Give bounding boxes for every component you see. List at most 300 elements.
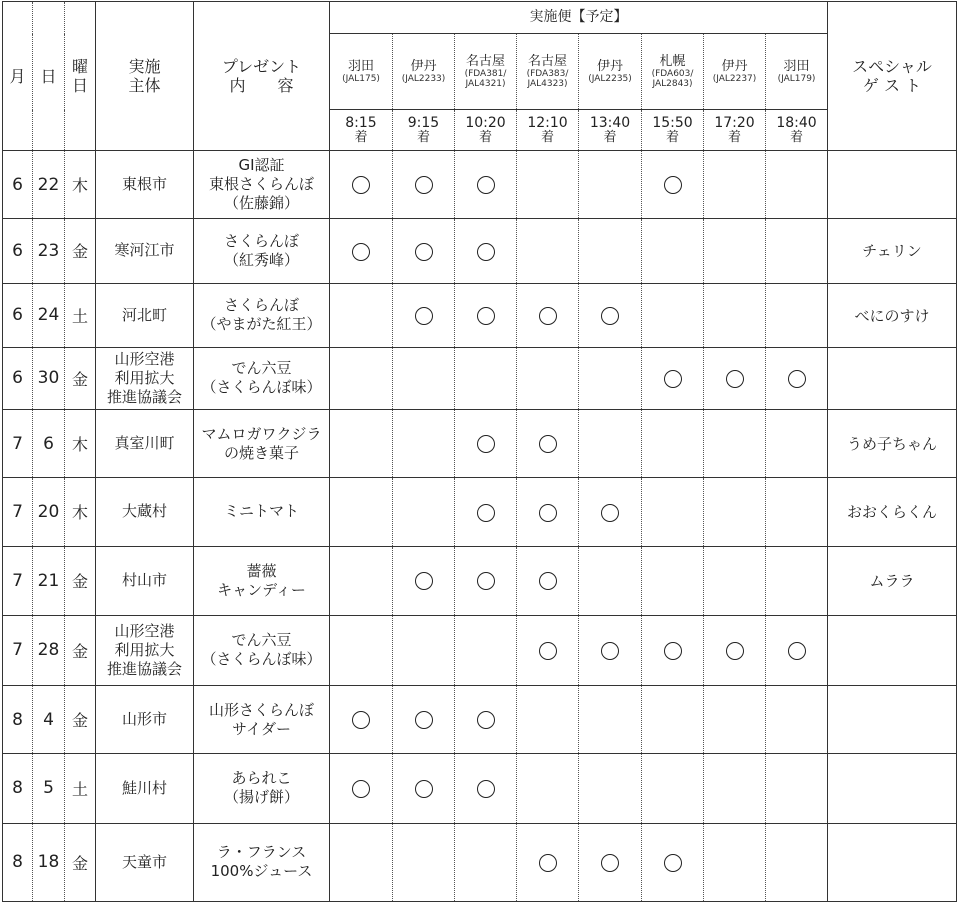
weekday-cell: 木 — [65, 151, 96, 219]
present-line: 100%ジュース — [210, 862, 313, 881]
circle-mark-icon — [664, 642, 682, 660]
flight-arrival-time — [766, 110, 828, 151]
guest-cell — [828, 347, 957, 409]
month-cell: 7 — [3, 615, 33, 685]
organizer-header-line: 主体 — [128, 76, 161, 95]
present-line: の焼き菓子 — [223, 443, 299, 462]
organizer-line: 東根市 — [121, 175, 167, 194]
present-line: 山形さくらんぼ — [208, 700, 314, 719]
circle-mark-icon — [726, 642, 744, 660]
flight-time: 12:10 — [527, 115, 568, 131]
circle-mark-icon — [352, 176, 370, 194]
guest-cell — [828, 754, 957, 823]
flight-code: (JAL179) — [777, 73, 816, 84]
circle-mark-icon — [539, 642, 557, 660]
flight-column-header — [455, 34, 517, 110]
flight-mark-cell — [704, 410, 766, 478]
table-header — [3, 2, 957, 151]
flight-mark-cell — [393, 478, 455, 546]
day-cell: 6 — [33, 410, 65, 478]
organizer-cell — [96, 615, 194, 685]
flight-mark-cell — [517, 151, 579, 219]
flight-mark-cell — [455, 754, 517, 823]
flight-origin: 伊丹 — [721, 58, 748, 74]
circle-mark-icon — [477, 780, 495, 798]
flight-mark-cell — [579, 615, 642, 685]
guest-header-line: スペシャル — [852, 57, 932, 76]
flight-mark-cell — [642, 823, 704, 901]
organizer-header-line: 実施 — [128, 57, 161, 76]
flight-mark-cell — [642, 347, 704, 409]
flight-code: JAL4323) — [527, 78, 568, 89]
flight-mark-cell — [704, 686, 766, 754]
flight-mark-cell — [579, 754, 642, 823]
present-line: GI認証 — [238, 156, 285, 175]
flight-code: (JAL2237) — [712, 73, 757, 84]
weekday-cell: 金 — [65, 546, 96, 615]
guest-cell — [828, 823, 957, 901]
table-row — [3, 478, 957, 546]
table-body — [3, 151, 957, 902]
organizer-cell — [96, 754, 194, 823]
flight-origin: 伊丹 — [596, 58, 623, 74]
flight-mark-cell — [517, 754, 579, 823]
present-line: でん六豆 — [231, 631, 292, 650]
day-cell: 18 — [33, 823, 65, 901]
circle-mark-icon — [539, 504, 557, 522]
guest-header — [828, 2, 957, 151]
weekday-cell: 金 — [65, 823, 96, 901]
circle-mark-icon — [477, 176, 495, 194]
organizer-cell — [96, 546, 194, 615]
flight-arrival-label: 着 — [727, 130, 741, 145]
weekday-cell: 木 — [65, 478, 96, 546]
flight-mark-cell — [393, 546, 455, 615]
table-row — [3, 823, 957, 901]
flight-mark-cell — [330, 686, 393, 754]
present-cell — [194, 754, 330, 823]
guest-cell: チェリン — [828, 219, 957, 283]
circle-mark-icon — [788, 370, 806, 388]
flight-code: (FDA383/ — [526, 68, 569, 79]
flight-mark-cell — [579, 283, 642, 347]
flight-mark-cell — [642, 151, 704, 219]
present-cell — [194, 686, 330, 754]
organizer-line: 推進協議会 — [106, 387, 182, 406]
flight-mark-cell — [704, 219, 766, 283]
present-cell — [194, 410, 330, 478]
flight-arrival-time — [704, 110, 766, 151]
flight-mark-cell — [766, 283, 828, 347]
present-header-line: 内 容 — [229, 76, 294, 95]
flight-mark-cell — [766, 219, 828, 283]
flight-mark-cell — [642, 478, 704, 546]
flight-column-header — [642, 34, 704, 110]
flight-mark-cell — [704, 347, 766, 409]
flight-mark-cell — [330, 219, 393, 283]
circle-mark-icon — [601, 854, 619, 872]
organizer-line: 村山市 — [121, 571, 167, 590]
present-line: サイダー — [232, 719, 291, 738]
flight-mark-cell — [330, 283, 393, 347]
month-cell: 6 — [3, 219, 33, 283]
circle-mark-icon — [352, 711, 370, 729]
circle-mark-icon — [664, 370, 682, 388]
circle-mark-icon — [415, 176, 433, 194]
flight-column-header — [393, 34, 455, 110]
organizer-line: 天童市 — [121, 852, 167, 871]
table-row — [3, 546, 957, 615]
weekday-cell: 土 — [65, 283, 96, 347]
flight-mark-cell — [330, 151, 393, 219]
weekday-cell: 木 — [65, 410, 96, 478]
present-cell — [194, 283, 330, 347]
circle-mark-icon — [415, 307, 433, 325]
table-row — [3, 347, 957, 409]
circle-mark-icon — [477, 504, 495, 522]
flight-origin: 伊丹 — [410, 58, 437, 74]
present-line: あられこ — [231, 769, 292, 788]
flight-mark-cell — [579, 478, 642, 546]
organizer-line: 鮭川村 — [121, 778, 167, 797]
flight-code: (JAL2233) — [401, 73, 446, 84]
weekday-cell: 金 — [65, 686, 96, 754]
present-line: ラ・フランス — [216, 843, 307, 862]
circle-mark-icon — [664, 176, 682, 194]
flight-time: 9:15 — [407, 115, 440, 131]
flight-mark-cell — [330, 823, 393, 901]
circle-mark-icon — [415, 780, 433, 798]
flight-arrival-time — [579, 110, 642, 151]
flight-code: (JAL2235) — [588, 73, 632, 84]
flight-mark-cell — [766, 478, 828, 546]
flight-mark-cell — [766, 686, 828, 754]
flight-origin: 名古屋 — [527, 53, 567, 69]
flight-mark-cell — [766, 410, 828, 478]
month-cell: 8 — [3, 686, 33, 754]
circle-mark-icon — [601, 504, 619, 522]
flight-arrival-label: 着 — [478, 130, 492, 145]
flight-mark-cell — [517, 546, 579, 615]
flight-mark-cell — [642, 754, 704, 823]
guest-cell — [828, 151, 957, 219]
flight-mark-cell — [704, 754, 766, 823]
flight-mark-cell — [393, 219, 455, 283]
flight-mark-cell — [704, 615, 766, 685]
flight-mark-cell — [455, 546, 517, 615]
month-header: 月 — [3, 2, 33, 151]
guest-cell: べにのすけ — [828, 283, 957, 347]
flight-arrival-label: 着 — [416, 130, 430, 145]
flight-column-header — [704, 34, 766, 110]
flight-arrival-time — [517, 110, 579, 151]
flight-mark-cell — [704, 478, 766, 546]
flight-arrival-time — [642, 110, 704, 151]
organizer-header — [96, 2, 194, 151]
day-cell: 23 — [33, 219, 65, 283]
flight-column-header — [330, 34, 393, 110]
flight-arrival-label: 着 — [540, 130, 554, 145]
flights-group-header: 実施便【予定】 — [330, 2, 828, 34]
weekday-header-line: 曜 — [71, 57, 88, 76]
day-cell: 24 — [33, 283, 65, 347]
month-cell: 6 — [3, 151, 33, 219]
present-line: （やまがた紅王） — [201, 315, 322, 334]
flight-mark-cell — [642, 219, 704, 283]
present-line: キャンディー — [217, 580, 306, 599]
flight-mark-cell — [517, 823, 579, 901]
flight-mark-cell — [455, 219, 517, 283]
flight-mark-cell — [393, 686, 455, 754]
month-cell: 7 — [3, 410, 33, 478]
month-cell: 7 — [3, 478, 33, 546]
organizer-line: 山形市 — [121, 710, 167, 729]
guest-cell: うめ子ちゃん — [828, 410, 957, 478]
weekday-cell: 土 — [65, 754, 96, 823]
flight-arrival-time — [455, 110, 517, 151]
guest-header-line: ゲ ス ト — [862, 76, 922, 95]
present-line: マムロガワクジラ — [201, 424, 322, 443]
table-row — [3, 686, 957, 754]
present-header — [194, 2, 330, 151]
flight-mark-cell — [393, 823, 455, 901]
day-cell: 28 — [33, 615, 65, 685]
circle-mark-icon — [477, 243, 495, 261]
circle-mark-icon — [788, 642, 806, 660]
flight-mark-cell — [704, 546, 766, 615]
flight-mark-cell — [393, 615, 455, 685]
day-cell: 20 — [33, 478, 65, 546]
organizer-cell — [96, 823, 194, 901]
flight-mark-cell — [766, 615, 828, 685]
present-line: ミニトマト — [223, 502, 299, 521]
circle-mark-icon — [539, 854, 557, 872]
flight-mark-cell — [766, 754, 828, 823]
guest-cell: ムララ — [828, 546, 957, 615]
flight-column-header — [579, 34, 642, 110]
flight-mark-cell — [579, 151, 642, 219]
flight-mark-cell — [330, 754, 393, 823]
circle-mark-icon — [664, 854, 682, 872]
flight-mark-cell — [579, 546, 642, 615]
schedule-table — [2, 1, 957, 902]
table-row — [3, 410, 957, 478]
circle-mark-icon — [477, 435, 495, 453]
flight-time: 15:50 — [652, 115, 693, 131]
flight-mark-cell — [517, 219, 579, 283]
flight-mark-cell — [579, 686, 642, 754]
circle-mark-icon — [415, 711, 433, 729]
circle-mark-icon — [726, 370, 744, 388]
organizer-line: 山形空港 — [114, 621, 175, 640]
flight-mark-cell — [330, 615, 393, 685]
present-header-line: プレゼント — [221, 57, 302, 76]
flight-mark-cell — [579, 823, 642, 901]
table-row — [3, 283, 957, 347]
present-cell — [194, 219, 330, 283]
flight-mark-cell — [393, 410, 455, 478]
flight-arrival-label: 着 — [665, 130, 679, 145]
flight-mark-cell — [642, 546, 704, 615]
month-cell: 8 — [3, 754, 33, 823]
organizer-cell — [96, 283, 194, 347]
present-line: （さくらんぼ味） — [201, 378, 322, 397]
guest-cell — [828, 686, 957, 754]
flight-mark-cell — [517, 615, 579, 685]
flight-arrival-time — [393, 110, 455, 151]
table-row — [3, 615, 957, 685]
present-cell — [194, 151, 330, 219]
organizer-line: 真室川町 — [114, 434, 175, 453]
present-cell — [194, 615, 330, 685]
flight-mark-cell — [455, 615, 517, 685]
flight-mark-cell — [642, 410, 704, 478]
flight-code: JAL4321) — [465, 78, 506, 89]
flight-mark-cell — [642, 283, 704, 347]
circle-mark-icon — [415, 243, 433, 261]
flight-mark-cell — [455, 686, 517, 754]
weekday-header-line: 日 — [71, 76, 88, 95]
circle-mark-icon — [352, 780, 370, 798]
flight-mark-cell — [393, 151, 455, 219]
flight-mark-cell — [455, 823, 517, 901]
present-cell — [194, 823, 330, 901]
organizer-cell — [96, 478, 194, 546]
table-row — [3, 219, 957, 283]
present-cell — [194, 478, 330, 546]
present-cell — [194, 546, 330, 615]
organizer-cell — [96, 347, 194, 409]
flight-origin: 名古屋 — [465, 53, 505, 69]
flight-origin: 羽田 — [783, 58, 810, 74]
flight-arrival-time — [330, 110, 393, 151]
table-row — [3, 151, 957, 219]
flight-mark-cell — [766, 823, 828, 901]
flight-mark-cell — [642, 686, 704, 754]
flight-origin: 羽田 — [347, 58, 374, 74]
guest-cell: おおくらくん — [828, 478, 957, 546]
circle-mark-icon — [477, 307, 495, 325]
flight-mark-cell — [766, 546, 828, 615]
flight-origin: 札幌 — [659, 53, 686, 69]
month-cell: 6 — [3, 283, 33, 347]
flight-mark-cell — [517, 410, 579, 478]
day-cell: 30 — [33, 347, 65, 409]
flight-time: 18:40 — [776, 115, 817, 131]
flight-mark-cell — [393, 347, 455, 409]
present-line: （さくらんぼ味） — [201, 650, 322, 669]
flight-mark-cell — [517, 347, 579, 409]
flight-arrival-label: 着 — [354, 130, 368, 145]
flight-mark-cell — [579, 347, 642, 409]
present-line: 薔薇 — [246, 561, 277, 580]
circle-mark-icon — [601, 642, 619, 660]
flight-column-header — [517, 34, 579, 110]
flight-code: JAL2843) — [652, 78, 693, 89]
flight-mark-cell — [330, 478, 393, 546]
month-cell: 7 — [3, 546, 33, 615]
flight-code: (JAL175) — [342, 73, 380, 84]
flight-mark-cell — [330, 410, 393, 478]
organizer-line: 河北町 — [121, 305, 167, 324]
flight-mark-cell — [704, 151, 766, 219]
flight-mark-cell — [579, 410, 642, 478]
flight-mark-cell — [579, 219, 642, 283]
flight-mark-cell — [393, 283, 455, 347]
flight-mark-cell — [330, 546, 393, 615]
flight-mark-cell — [517, 686, 579, 754]
circle-mark-icon — [352, 243, 370, 261]
flight-time: 13:40 — [589, 115, 631, 131]
flight-time: 17:20 — [714, 115, 755, 131]
circle-mark-icon — [539, 572, 557, 590]
organizer-line: 大蔵村 — [121, 502, 167, 521]
month-cell: 6 — [3, 347, 33, 409]
weekday-cell: 金 — [65, 347, 96, 409]
flight-mark-cell — [393, 754, 455, 823]
circle-mark-icon — [539, 307, 557, 325]
flight-mark-cell — [330, 347, 393, 409]
day-cell: 4 — [33, 686, 65, 754]
flight-code: (FDA381/ — [464, 68, 507, 79]
circle-mark-icon — [601, 307, 619, 325]
flight-code: (FDA603/ — [651, 68, 694, 79]
day-cell: 5 — [33, 754, 65, 823]
flight-time: 8:15 — [345, 115, 377, 131]
flight-mark-cell — [642, 615, 704, 685]
present-line: さくらんぼ — [223, 231, 299, 250]
organizer-line: 利用拡大 — [114, 640, 175, 659]
flight-mark-cell — [455, 347, 517, 409]
organizer-cell — [96, 410, 194, 478]
organizer-cell — [96, 151, 194, 219]
weekday-header — [65, 2, 96, 151]
organizer-line: 利用拡大 — [114, 368, 175, 387]
flight-mark-cell — [766, 151, 828, 219]
present-line: でん六豆 — [231, 359, 292, 378]
flight-mark-cell — [517, 478, 579, 546]
month-cell: 8 — [3, 823, 33, 901]
organizer-line: 寒河江市 — [114, 241, 175, 260]
present-line: さくらんぼ — [223, 296, 299, 315]
table-row — [3, 754, 957, 823]
flight-arrival-label: 着 — [789, 130, 803, 145]
flight-arrival-label: 着 — [603, 130, 617, 145]
present-line: （揚げ餅） — [223, 788, 299, 807]
present-line: 東根さくらんぼ — [208, 175, 314, 194]
flight-column-header — [766, 34, 828, 110]
present-line: （佐藤錦） — [223, 194, 299, 213]
flight-mark-cell — [455, 151, 517, 219]
flight-mark-cell — [766, 347, 828, 409]
flight-time: 10:20 — [465, 115, 506, 131]
organizer-line: 山形空港 — [114, 349, 175, 368]
flight-mark-cell — [455, 410, 517, 478]
day-cell: 22 — [33, 151, 65, 219]
flight-mark-cell — [455, 283, 517, 347]
weekday-cell: 金 — [65, 219, 96, 283]
organizer-line: 推進協議会 — [106, 659, 182, 678]
circle-mark-icon — [415, 572, 433, 590]
present-cell — [194, 347, 330, 409]
present-line: （紅秀峰） — [223, 250, 299, 269]
day-cell: 21 — [33, 546, 65, 615]
circle-mark-icon — [539, 435, 557, 453]
organizer-cell — [96, 686, 194, 754]
weekday-cell: 金 — [65, 615, 96, 685]
guest-cell — [828, 615, 957, 685]
organizer-cell — [96, 219, 194, 283]
